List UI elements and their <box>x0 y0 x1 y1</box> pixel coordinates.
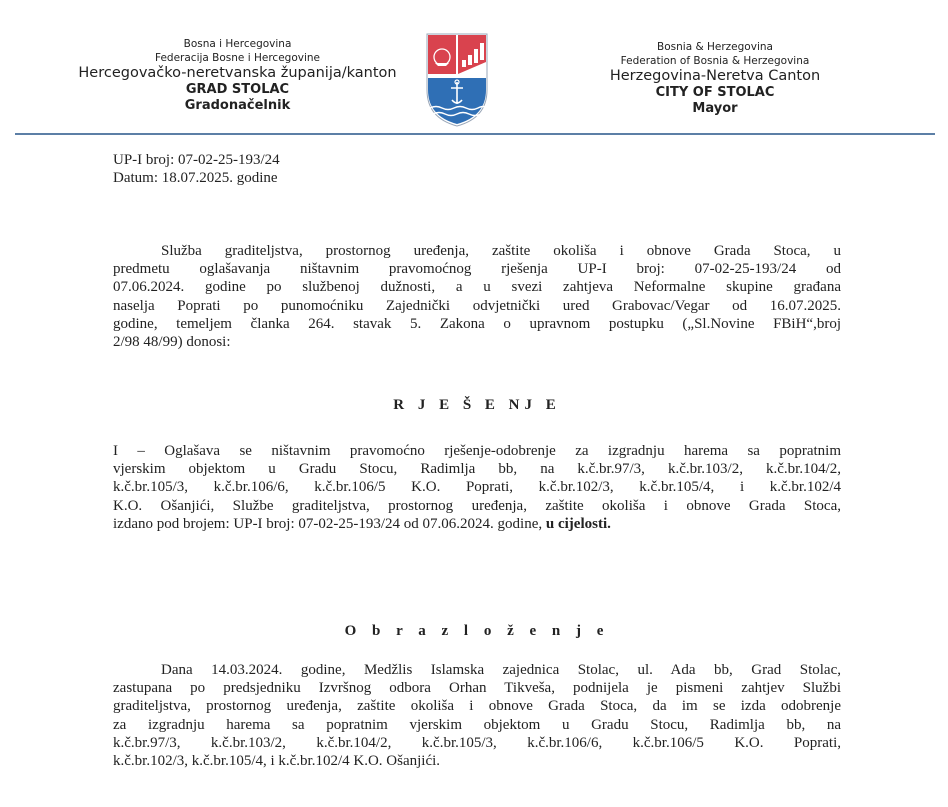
header-canton-en: Herzegovina-Neretva Canton <box>609 68 821 84</box>
header-federation-en: Federation of Bosnia & Herzegovina <box>620 55 810 67</box>
header-office: Gradonačelnik <box>184 98 291 113</box>
decision-line-last <box>113 515 841 533</box>
header-office-en: Mayor <box>692 101 738 116</box>
intro-line: 07.06.2024. godine po službenoj dužnosti, a u svezi zahtjeva Neformalne skupine građana <box>113 279 841 296</box>
intro-paragraph <box>113 242 841 351</box>
intro-line: naselja Poprati po punomoćniku Zajednički odvjetnički ured Grabovac/Vegar od 16.07.2025. <box>113 297 841 314</box>
coat-of-arms-icon <box>424 30 490 128</box>
intro-line: 2/98 48/99) donosi: <box>113 334 231 351</box>
decision-line: k.č.br.105/3, k.č.br.106/6, k.č.br.106/5 K.O. Poprati, k.č.br.102/3, k.č.br.105/4, i k.č.br.102/4 <box>113 479 841 496</box>
header-country: Bosna i Hercegovina <box>183 38 292 50</box>
intro-line: godine, temeljem članka 264. stavak 5. Zakona o upravnom postupku („Sl.Novine FBiH“,broj <box>113 315 841 332</box>
reasoning-line: za izgradnju harema sa popratnim vjerskim objektom u Gradu Stocu, Radimlja bb, na <box>113 716 841 733</box>
decision-bold-tail: u cijelosti. <box>545 515 611 532</box>
decision-line: vjerskim objektom u Gradu Stocu, Radimlja bb, na k.č.br.97/3, k.č.br.103/2, k.č.br.104/2, <box>113 461 841 478</box>
header-left-bosnian <box>60 37 415 114</box>
reasoning-line: Dana 14.03.2024. godine, Medžlis Islamska zajednica Stolac, ul. Ada bb, Grad Stolac, <box>161 662 841 678</box>
decision-line: izdano pod brojem: UP-I broj: 07-02-25-193/24 od 07.06.2024. godine, <box>113 515 543 532</box>
header-right-english <box>570 40 860 117</box>
header-city-en: CITY OF STOLAC <box>655 85 775 100</box>
reasoning-line: graditeljstva, prostornog uređenja, zaštite okoliša i obnove Grada Stoca, da im se izda odobrenje <box>113 698 841 715</box>
decision-line: I – Oglašava se ništavnim pravomoćno rješenje-odobrenje za izgradnju harema sa popratnim <box>113 443 841 459</box>
reasoning-paragraph <box>113 661 841 770</box>
reasoning-line: k.č.br.97/3, k.č.br.103/2, k.č.br.104/2, k.č.br.105/3, k.č.br.106/6, k.č.br.106/5 K.O. Poprati, <box>113 734 841 751</box>
reasoning-line: zastupana po predsjedniku Izvršnog odbora Orhan Tikveša, podnijela je pismeni zahtjev Službi <box>113 680 841 697</box>
decision-paragraph <box>113 442 841 533</box>
reasoning-title: O b r a z l o ž e n j e <box>344 623 610 639</box>
case-number: UP-I broj: 07-02-25-193/24 <box>113 152 280 168</box>
intro-line: predmetu oglašavanja ništavnim pravomoćnog rješenja UP-I broj: 07-02-25-193/24 od <box>113 261 841 278</box>
decision-line: K.O. Ošanjići, Službe graditeljstva, prostornog uređenja, zaštite okoliša i obnove Grada Stoca, <box>113 497 841 514</box>
document-meta <box>113 151 841 187</box>
header-divider <box>15 133 935 135</box>
header-canton: Hercegovačko-neretvanska županija/kanton <box>78 65 397 81</box>
reasoning-line: k.č.br.102/3, k.č.br.105/4, i k.č.br.102/4 K.O. Ošanjići. <box>113 753 441 770</box>
decision-title: R J E Š E NJ E <box>393 397 561 413</box>
header-country-en: Bosnia & Herzegovina <box>657 41 773 53</box>
header-federation: Federacija Bosne i Hercegovine <box>155 52 320 64</box>
document-date: Datum: 18.07.2025. godine <box>113 170 278 186</box>
header-city: GRAD STOLAC <box>185 82 290 97</box>
intro-line: Služba graditeljstva, prostornog uređenja, zaštite okoliša i obnove Grada Stoca, u <box>161 243 841 259</box>
